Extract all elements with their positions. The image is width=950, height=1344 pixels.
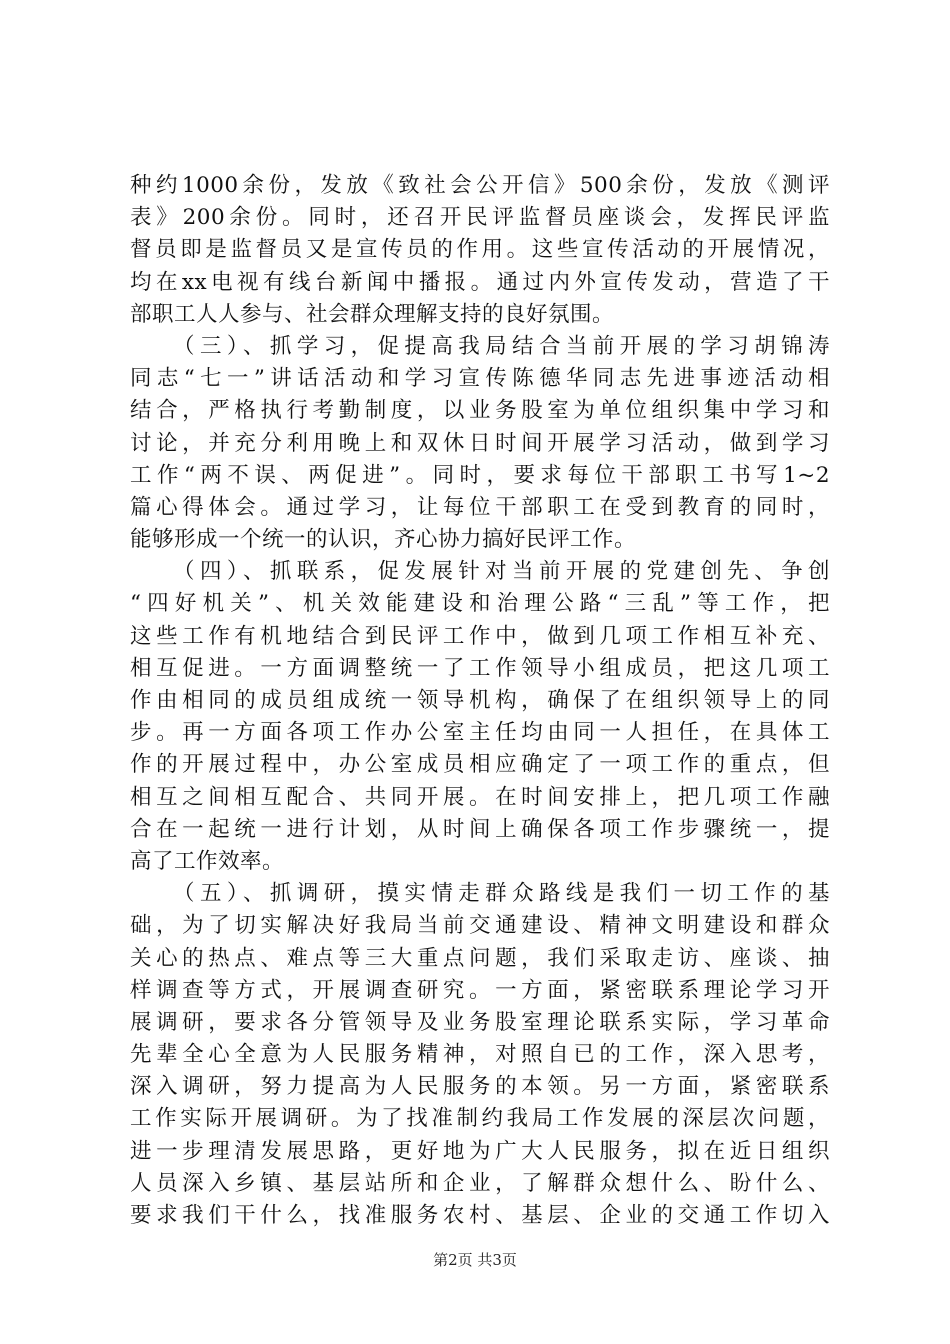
page-footer: 第2页 共3页 — [433, 1251, 517, 1269]
text-line: 展调研，要求各分管领导及业务股室理论联系实际，学习革命 — [130, 1009, 830, 1035]
text-line: 种约1000余份，发放《致社会公开信》500余份，发放《测评 — [130, 173, 830, 198]
text-line: （四）、抓联系，促发展针对当前开展的党建创先、争创 — [130, 559, 830, 585]
text-line: 作的开展过程中，办公室成员相应确定了一项工作的重点，但 — [130, 752, 830, 778]
text-line: 高了工作效率。 — [130, 848, 285, 874]
text-line: 先辈全心全意为人民服务精神，对照自已的工作，深入思考， — [130, 1042, 830, 1068]
text-line: 深入调研，努力提高为人民服务的本领。另一方面，紧密联系 — [130, 1074, 830, 1100]
text-line: 相互促进。一方面调整统一了工作领导小组成员，把这几项工 — [130, 655, 830, 681]
text-line: 相互之间相互配合、共同开展。在时间安排上，把几项工作融 — [130, 784, 830, 810]
text-line: 合在一起统一进行计划，从时间上确保各项工作步骤统一，提 — [130, 816, 830, 842]
document-body — [130, 170, 830, 1232]
text-line: 工作“两不误、两促进”。同时，要求每位干部职工书写1~2 — [130, 462, 830, 488]
text-line: 样调查等方式，开展调查研究。一方面，紧密联系理论学习开 — [130, 977, 830, 1003]
text-line: 关心的热点、难点等三大重点问题，我们采取走访、座谈、抽 — [130, 945, 830, 971]
text-line: 能够形成一个统一的认识，齐心协力搞好民评工作。 — [130, 527, 637, 553]
text-line: （五）、抓调研，摸实情走群众路线是我们一切工作的基 — [130, 881, 830, 907]
text-line: 要求我们干什么，找准服务农村、基层、企业的交通工作切入 — [130, 1203, 830, 1228]
text-line: 人员深入乡镇、基层站所和企业，了解群众想什么、盼什么、 — [130, 1170, 830, 1196]
text-line: “四好机关”、机关效能建设和治理公路“三乱”等工作，把 — [130, 591, 830, 617]
text-line: 均在xx电视有线台新闻中播报。通过内外宣传发动，营造了干 — [130, 269, 830, 295]
text-line: 进一步理清发展思路，更好地为广大人民服务，拟在近日组织 — [130, 1138, 830, 1164]
text-line: 步。再一方面各项工作办公室主任均由同一人担任，在具体工 — [130, 720, 830, 746]
text-line: 督员即是监督员又是宣传员的作用。这些宣传活动的开展情况， — [130, 237, 830, 263]
text-line: 础，为了切实解决好我局当前交通建设、精神文明建设和群众 — [130, 913, 830, 939]
text-line: 部职工人人参与、社会群众理解支持的良好氛围。 — [130, 301, 615, 327]
text-line: 讨论，并充分利用晚上和双休日时间开展学习活动，做到学习 — [130, 430, 830, 456]
text-line: 工作实际开展调研。为了找准制约我局工作发展的深层次问题， — [130, 1106, 830, 1132]
text-line: 这些工作有机地结合到民评工作中，做到几项工作相互补充、 — [130, 623, 830, 649]
text-line: 结合，严格执行考勤制度，以业务股室为单位组织集中学习和 — [130, 398, 830, 424]
text-line: （三）、抓学习，促提高我局结合当前开展的学习胡锦涛 — [130, 333, 830, 359]
text-line: 同志“七一”讲话活动和学习宣传陈德华同志先进事迹活动相 — [130, 366, 830, 392]
text-line: 作由相同的成员组成统一领导机构，确保了在组织领导上的同 — [130, 688, 830, 713]
text-line: 篇心得体会。通过学习，让每位干部职工在受到教育的同时， — [130, 494, 830, 520]
text-line: 表》200余份。同时，还召开民评监督员座谈会，发挥民评监 — [130, 205, 830, 231]
